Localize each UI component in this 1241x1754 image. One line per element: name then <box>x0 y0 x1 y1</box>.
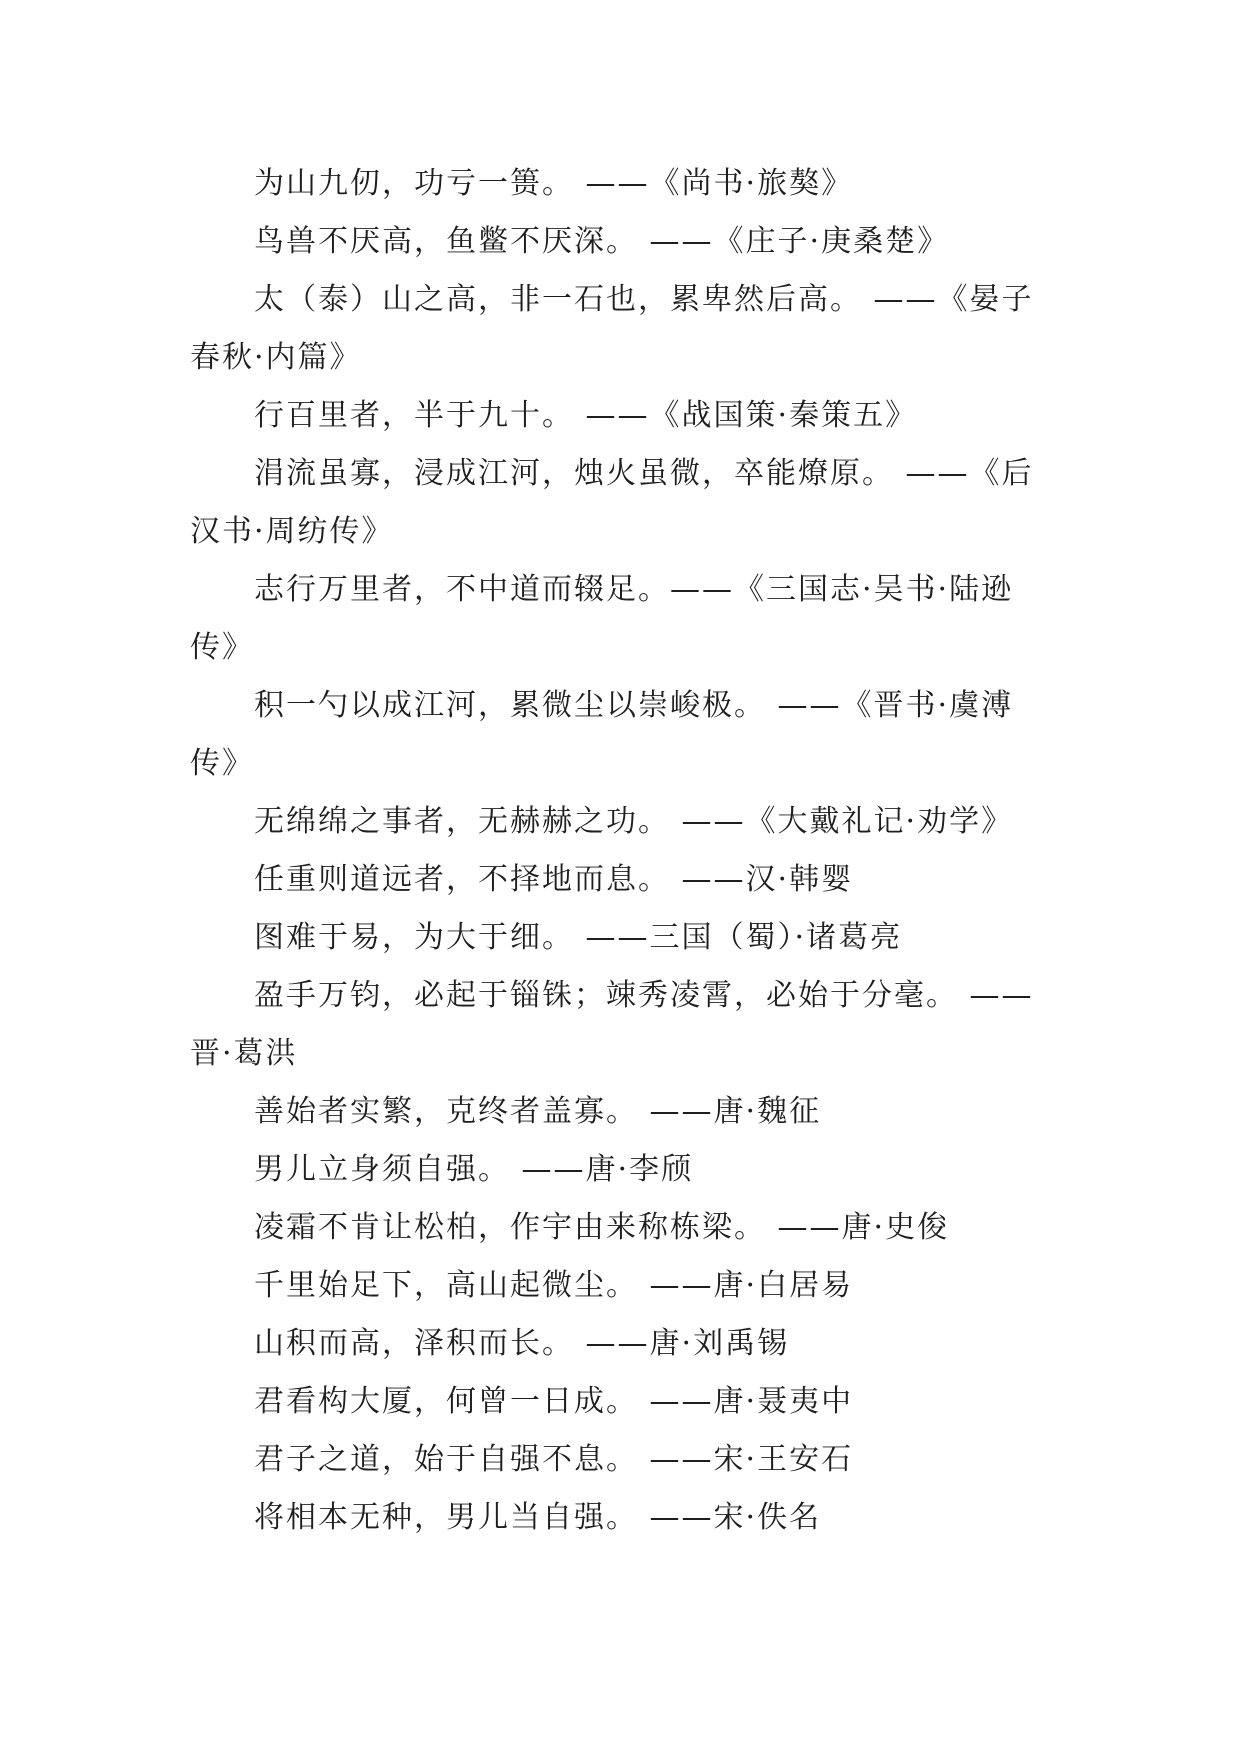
quote-line: 男儿立身须自强。 ——唐·李颀 <box>254 1152 694 1187</box>
quote-line: 志行万里者，不中道而辍足。——《三国志·吴书·陆逊传》 <box>190 572 1014 665</box>
quote-line: 君子之道，始于自强不息。 ——宋·王安石 <box>254 1442 854 1477</box>
quote-line: 积一勺以成江河，累微尘以崇峻极。 ——《晋书·虞溥传》 <box>190 688 1014 781</box>
quote-line: 太（泰）山之高，非一石也，累卑然后高。 ——《晏子春秋·内篇》 <box>190 282 1034 375</box>
quote-line: 行百里者，半于九十。 ——《战国策·秦策五》 <box>254 398 918 433</box>
quote-line: 任重则道远者，不择地而息。 ——汉·韩婴 <box>254 862 854 897</box>
quote-line: 善始者实繁，克终者盖寡。 ——唐·魏征 <box>254 1094 822 1129</box>
quote-line: 将相本无种，男儿当自强。 ——宋·佚名 <box>254 1500 822 1535</box>
quote-line: 盈手万钧，必起于锱铢；竦秀凌霄，必始于分毫。 ——晋·葛洪 <box>190 978 1034 1071</box>
quote-line: 涓流虽寡，浸成江河，烛火虽微，卒能燎原。 ——《后汉书·周纺传》 <box>190 456 1034 549</box>
quote-line: 鸟兽不厌高，鱼鳖不厌深。 ——《庄子·庚桑楚》 <box>254 224 950 259</box>
quote-line: 凌霜不肯让松柏，作宇由来称栋梁。 ——唐·史俊 <box>254 1210 950 1245</box>
quote-line: 图难于易，为大于细。 ——三国（蜀）·诸葛亮 <box>254 920 903 955</box>
quote-line: 山积而高，泽积而长。 ——唐·刘禹锡 <box>254 1326 790 1361</box>
quote-line: 君看构大厦，何曾一日成。 ——唐·聂夷中 <box>254 1384 854 1419</box>
document-page <box>190 155 1060 1547</box>
quote-line: 无绵绵之事者，无赫赫之功。 ——《大戴礼记·劝学》 <box>254 804 1014 839</box>
quote-line: 千里始足下，高山起微尘。 ——唐·白居易 <box>254 1268 854 1303</box>
quote-line: 为山九仞，功亏一篑。 ——《尚书·旅獒》 <box>254 166 854 201</box>
